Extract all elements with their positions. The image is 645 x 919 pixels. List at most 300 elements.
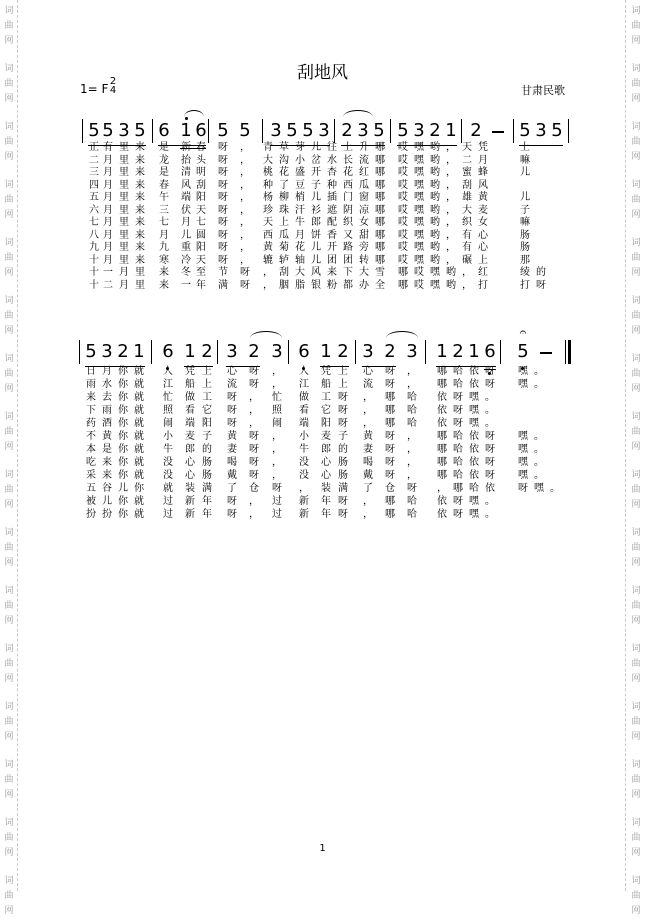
lyric-char: 端 [185,418,195,429]
note: 5 [517,341,529,362]
lyric-char: 雄 [462,192,472,203]
lyric-char: 上 [520,142,530,153]
lyric-char: 哪 [437,444,447,455]
lyric-char: 花 [279,167,289,178]
lyric-char: 织 [343,217,353,228]
watermark-char: 网 [4,152,14,162]
lyric-char: 就 [134,457,144,468]
lyric-line [0,379,645,391]
lyric-char: 呀 [272,483,282,494]
lyric-char: 呀 [227,392,237,403]
lyric-line [0,444,645,456]
lyric-char: ， [240,167,250,178]
lyric-char: 水 [327,154,337,166]
lyric-char: 哪 [375,142,385,153]
note: 3 [362,341,374,362]
lyric-char: 新 [185,509,195,520]
watermark-text [2,700,16,745]
lyric-line [0,457,645,469]
lyric-char: 年 [321,509,331,520]
lyric-char: 依 [469,366,479,377]
lyric-char: 里 [135,267,145,278]
lyric-char: 你 [118,405,128,416]
lyric-char: 里 [135,279,145,291]
lyric-char: 黄 [102,431,112,442]
note-dash [492,131,504,133]
lyric-char: 麦 [321,431,331,442]
watermark-text [629,700,643,745]
note: 5 [397,120,409,141]
lyric-char: 哈 [469,483,479,494]
lyric-char: 看 [299,405,309,416]
lyric-char: 吃 [86,457,96,468]
lyric-char: 里 [119,242,129,253]
lyric-char: 仓 [249,483,259,494]
lyric-char: 哪 [385,405,395,416]
lyric-char: 。 [485,496,495,507]
lyric-char: 装 [185,483,195,494]
watermark-char: 网 [631,442,641,452]
watermark-char: 网 [4,94,14,104]
lyric-char: 呀 [385,444,395,455]
lyric-char: 药 [86,418,96,429]
note: 2 [248,341,260,362]
lyric-char: 。 [534,444,544,455]
lyric-char: 哎 [398,242,408,253]
lyric-char: 嘿 [414,154,424,166]
lyric-char: 儿 [311,242,321,253]
lyric-char: 十 [89,267,99,278]
lyric-char: 刮 [196,179,206,191]
lyric-char: 依 [437,418,447,429]
lyric-char: 哪 [375,204,385,216]
lyric-char: 。 [534,470,544,481]
watermark-char: 网 [631,268,641,278]
lyric-char: 蜜 [462,167,472,178]
lyric-char: ， [249,418,259,429]
lyric-char: 开 [311,167,321,178]
lyric-char: 呀 [536,279,546,291]
lyric-char: 肠 [520,229,530,241]
lyric-char: 哈 [407,392,417,403]
lyric-char: 子 [338,431,348,442]
watermark-char: 曲 [631,485,641,495]
note: 1 [133,341,145,362]
lyric-char: 呀 [485,470,495,481]
lyric-char: 哈 [453,444,463,455]
lyric-char: ， [263,267,273,278]
lyric-char: 菊 [279,242,289,253]
lyric-char: 呀 [485,444,495,455]
lyric-char: 呀 [385,470,395,481]
lyric-char: 嘿 [518,444,528,455]
lyric-char: ， [407,431,417,442]
barline [217,340,218,364]
lyric-line [0,366,645,378]
lyric-char: 过 [272,509,282,520]
lyric-char: 黄 [263,242,273,253]
lyric-line [0,230,645,242]
lyric-char: ， [272,470,282,481]
watermark-char: 网 [4,906,14,916]
lyric-char: 呀 [249,379,259,390]
watermark-text [2,4,16,49]
fermata: 𝄐 [519,325,527,339]
lyric-char: 的 [202,444,212,455]
lyric-line [0,418,645,430]
watermark-char: 网 [631,210,641,220]
watermark-char: 曲 [631,775,641,785]
lyric-char: 来 [102,457,112,468]
lyric-char: 哪 [385,392,395,403]
lyric-char: 儿 [118,483,128,494]
lyric-char: 头 [196,154,206,166]
watermark-char: 曲 [4,79,14,89]
lyric-char: 来 [135,204,145,216]
lyric-char: 呀 [249,431,259,442]
lyric-char: 七 [159,217,169,228]
lyric-char: 扮 [102,509,112,520]
watermark-char: 词 [631,180,641,190]
lyric-char: 呀 [385,457,395,468]
lyric-char: 哈 [453,366,463,377]
lyric-char: 心 [478,242,488,253]
note: 1 [180,120,192,141]
lyric-char: 粉 [327,279,337,291]
lyric-char: 来 [135,242,145,253]
lyric-char: 哟 [430,229,440,241]
lyric-char: 一 [181,279,191,291]
watermark-char: 词 [631,702,641,712]
lyric-char: 呀 [240,267,250,278]
barline [425,340,426,364]
lyric-char: 满 [218,279,228,291]
lyric-line [0,217,645,229]
lyric-char: 阴 [343,204,353,216]
lyric-char: 嘿 [518,457,528,468]
lyric-char: 呀 [218,242,228,253]
lyric-char: 人 [299,366,309,377]
watermark-char: 曲 [631,891,641,901]
watermark-char: 曲 [4,253,14,263]
watermark-char: 曲 [4,485,14,495]
lyric-char: 呀 [218,142,228,153]
lyric-char: 月 [119,279,129,291]
lyric-char: 天 [196,254,206,266]
lyric-char: 豆 [295,179,305,191]
lyric-char: 梢 [295,192,305,203]
lyric-char: 工 [321,392,331,403]
watermark-text [629,584,643,629]
watermark-char: 词 [631,818,641,828]
note: 3 [270,120,282,141]
note: 5 [239,120,251,141]
lyric-char: ， [240,254,250,266]
barline [152,119,153,143]
lyric-char: 流 [227,379,237,390]
watermark-char: 词 [4,238,14,248]
lyric-char: 办 [359,279,369,291]
lyric-char: 呀 [485,366,495,377]
lyric-char: 甜 [359,229,369,241]
lyric-char: 做 [185,392,195,403]
lyric-char: 哪 [453,483,463,494]
lyric-char: 月 [119,267,129,278]
lyric-char: 风 [181,179,191,191]
watermark-char: 词 [631,876,641,886]
watermark-char: 曲 [631,137,641,147]
lyric-line [0,496,645,508]
lyric-char: 江 [163,379,173,390]
lyric-char: 春 [196,142,206,153]
watermark-char: 曲 [631,659,641,669]
note: 5 [217,120,229,141]
lyric-char: 凭 [185,366,195,377]
lyric-char: 就 [134,470,144,481]
watermark-char: 词 [631,296,641,306]
lyric-line [0,431,645,443]
lyric-char: 阳 [202,418,212,429]
lyric-char: 哈 [453,379,463,390]
lyric-char: ， [407,366,417,377]
lyric-char: 配 [327,217,337,228]
watermark-char: 曲 [631,543,641,553]
note: 2 [117,341,129,362]
lyric-char: 依 [437,405,447,416]
lyric-char: 往 [327,142,337,153]
note: 3 [318,120,330,141]
lyric-char: 胭 [279,279,289,291]
lyric-char: 江 [299,379,309,390]
lyric-char: 冷 [181,254,191,266]
watermark-char: 网 [631,674,641,684]
lyric-char: 二 [462,154,472,166]
watermark-char: 网 [4,790,14,800]
lyric-char: 嘿 [430,279,440,291]
lyric-char: 哪 [385,509,395,520]
lyric-char: 哪 [375,179,385,191]
lyric-char: 月 [103,154,113,166]
lyric-char: 哎 [398,154,408,166]
lyric-char: ， [407,457,417,468]
lyric-char: 就 [134,418,144,429]
note: 3 [271,341,283,362]
watermark-text [2,642,16,687]
note: 6 [158,120,170,141]
lyric-char: 有 [462,242,472,253]
lyric-char: 肠 [202,470,212,481]
watermark-char: 曲 [631,21,641,31]
lyric-char: 嘿 [469,418,479,429]
lyric-char: 哪 [375,192,385,203]
barline [565,340,566,364]
lyric-char: 哎 [398,167,408,178]
lyric-char: 过 [163,496,173,507]
lyric-char: 呀 [227,509,237,520]
lyric-char: 。 [534,366,544,377]
lyric-char: 就 [134,379,144,390]
lyric-char: 女 [478,217,488,228]
lyric-char: 有 [103,142,113,153]
lyric-char: 儿 [181,229,191,241]
watermark-char: 曲 [4,891,14,901]
watermark-char: 曲 [631,311,641,321]
lyric-char: 人 [163,366,173,377]
lyric-char: 装 [321,483,331,494]
lyric-char: 是 [102,444,112,455]
note: 5 [373,120,385,141]
lyric-char: ， [446,229,456,241]
lyric-char: 哈 [407,496,417,507]
watermark-text [2,584,16,629]
lyric-char: 水 [102,379,112,390]
lyric-char: 没 [163,470,173,481]
lyric-char: 哈 [407,509,417,520]
watermark-char: 词 [631,470,641,480]
lyric-char: 来 [135,142,145,153]
lyric-line [0,405,645,417]
watermark-char: 曲 [4,311,14,321]
lyric-char: 戴 [227,470,237,481]
lyric-char: 嘿 [518,431,528,442]
lyric-char: 呀 [227,496,237,507]
lyric-char: 闹 [163,418,173,429]
lyric-char: 九 [159,242,169,253]
lyric-char: ， [407,379,417,390]
lyric-char: 团 [327,254,337,266]
lyric-char: 哟 [446,267,456,278]
note: 3 [406,341,418,362]
barline [151,340,152,364]
lyric-char: 月 [159,229,169,241]
lyric-char: 雨 [102,405,112,416]
lyric-char: 年 [202,509,212,520]
lyric-char: 上 [478,254,488,266]
song-title: 刮地风 [297,63,348,83]
lyric-char: 端 [299,418,309,429]
barline [513,119,514,143]
lyric-char: 。 [485,405,495,416]
high-octave-dot [185,117,188,120]
watermark-text [629,642,643,687]
lyric-char: 哈 [453,457,463,468]
watermark-char: 网 [631,906,641,916]
lyric-char: 清 [181,167,191,178]
lyric-char: 过 [272,496,282,507]
watermark-char: 词 [631,528,641,538]
lyric-char: 儿 [311,192,321,203]
lyric-char: 依 [469,444,479,455]
lyric-char: 就 [134,405,144,416]
lyric-char: 忙 [272,392,282,403]
lyric-char: 就 [134,392,144,403]
lyric-char: 小 [295,154,305,166]
lyric-char: 来 [135,154,145,166]
lyric-char: 来 [86,392,96,403]
lyric-char: 哟 [430,242,440,253]
lyric-char: 心 [363,366,373,377]
watermark-char: 词 [631,760,641,770]
lyric-char: 八 [89,229,99,241]
lyric-char: 九 [89,242,99,253]
lyric-char: 被 [86,496,96,507]
lyric-char: 嘿 [414,204,424,216]
lyric-char: 。 [485,392,495,403]
lyric-char: 门 [343,192,353,203]
lyric-line [0,192,645,204]
lyric-char: ， [299,483,309,494]
lyric-char: 阳 [196,192,206,203]
lyric-char: 年 [202,496,212,507]
watermark-char: 网 [631,790,641,800]
lyric-char: ， [446,167,456,178]
lyric-char: 哟 [430,217,440,228]
note: 5 [286,120,298,141]
barline [262,119,263,143]
lyric-char: ， [446,192,456,203]
watermark-char: 网 [4,848,14,858]
lyric-char: 你 [118,379,128,390]
lyric-char: 至 [196,267,206,278]
lyric-char: 你 [118,392,128,403]
lyric-char: 船 [321,379,331,390]
lyric-char: 本 [86,444,96,455]
lyric-char: 里 [119,204,129,216]
lyric-char: 心 [227,366,237,377]
watermark-char: 词 [4,644,14,654]
watermark-char: 曲 [631,833,641,843]
lyric-char: 依 [437,392,447,403]
lyric-char: 团 [343,254,353,266]
note: 3 [413,120,425,141]
lyric-char: 三 [159,204,169,216]
watermark-char: 曲 [4,659,14,669]
lyric-char: 就 [134,509,144,520]
lyric-char: 嘿 [430,267,440,278]
watermark-char: 词 [4,876,14,886]
watermark-char: 网 [4,732,14,742]
lyric-char: 窗 [359,192,369,203]
lyric-char: 呀 [218,179,228,191]
lyric-char: 抬 [181,154,191,166]
watermark-char: 曲 [631,601,641,611]
lyric-char: 呀 [518,483,528,494]
barline [79,340,80,364]
watermark-char: 词 [631,354,641,364]
lyric-char: 天 [263,217,273,228]
watermark-char: 曲 [631,253,641,263]
time-signature [108,77,118,95]
lyric-char: 西 [263,229,273,241]
lyric-char: 碾 [462,254,472,266]
lyric-char: 插 [327,192,337,203]
lyric-char: ， [240,192,250,203]
lyric-char: 满 [338,483,348,494]
lyric-char: 呀 [453,418,463,429]
lyric-char: 哟 [430,154,440,166]
lyric-char: ， [363,418,373,429]
lyric-char: ， [446,204,456,216]
lyric-char: 冬 [181,267,191,278]
lyric-char: 里 [119,217,129,228]
lyric-char: 嘿 [414,217,424,228]
note-dash [540,352,552,354]
lyric-char: 做 [299,392,309,403]
note: 2 [452,341,464,362]
lyric-line [0,142,645,154]
lyric-char: 哈 [453,431,463,442]
lyric-char: 肠 [520,242,530,253]
